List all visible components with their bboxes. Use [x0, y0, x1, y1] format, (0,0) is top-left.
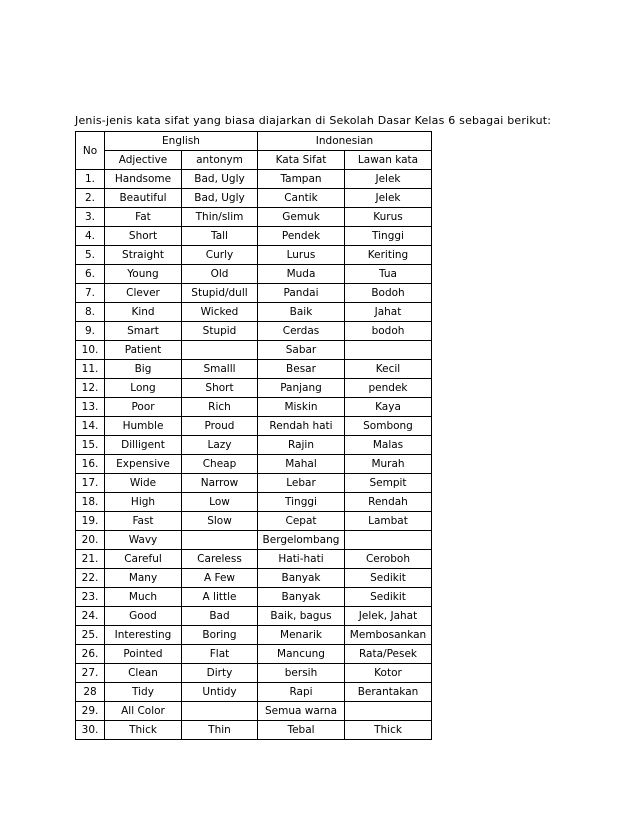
- adjective-cell: Many: [105, 569, 182, 588]
- adjective-cell: Dilligent: [105, 436, 182, 455]
- header-english: English: [105, 132, 258, 151]
- table-row: [76, 341, 432, 360]
- kata-sifat-cell: Banyak: [258, 588, 345, 607]
- lawan-kata-cell: Sombong: [345, 417, 432, 436]
- adjective-cell: Straight: [105, 246, 182, 265]
- kata-sifat-cell: Baik, bagus: [258, 607, 345, 626]
- adjective-cell: High: [105, 493, 182, 512]
- row-number: 6.: [76, 265, 105, 284]
- antonym-cell: Proud: [182, 417, 258, 436]
- table-row: [76, 265, 432, 284]
- table-row: [76, 170, 432, 189]
- adjective-cell: Thick: [105, 721, 182, 740]
- adjective-cell: Fast: [105, 512, 182, 531]
- kata-sifat-cell: Tinggi: [258, 493, 345, 512]
- table-row: [76, 284, 432, 303]
- row-number: 4.: [76, 227, 105, 246]
- lawan-kata-cell: Tinggi: [345, 227, 432, 246]
- table-row: [76, 721, 432, 740]
- lawan-kata-cell: Jahat: [345, 303, 432, 322]
- adjective-cell: Big: [105, 360, 182, 379]
- kata-sifat-cell: Lebar: [258, 474, 345, 493]
- antonym-cell: Bad: [182, 607, 258, 626]
- antonym-cell: Stupid: [182, 322, 258, 341]
- lawan-kata-cell: Berantakan: [345, 683, 432, 702]
- table-row: [76, 208, 432, 227]
- adjective-cell: Wavy: [105, 531, 182, 550]
- kata-sifat-cell: Pandai: [258, 284, 345, 303]
- antonym-cell: Lazy: [182, 436, 258, 455]
- antonym-cell: Careless: [182, 550, 258, 569]
- lawan-kata-cell: Membosankan: [345, 626, 432, 645]
- antonym-cell: Old: [182, 265, 258, 284]
- lawan-kata-cell: Kotor: [345, 664, 432, 683]
- table-row: [76, 455, 432, 474]
- row-number: 3.: [76, 208, 105, 227]
- antonym-cell: A Few: [182, 569, 258, 588]
- antonym-cell: A little: [182, 588, 258, 607]
- lawan-kata-cell: Kurus: [345, 208, 432, 227]
- adjective-cell: Expensive: [105, 455, 182, 474]
- row-number: 25.: [76, 626, 105, 645]
- row-number: 12.: [76, 379, 105, 398]
- row-number: 21.: [76, 550, 105, 569]
- kata-sifat-cell: Panjang: [258, 379, 345, 398]
- lawan-kata-cell: Rata/Pesek: [345, 645, 432, 664]
- antonym-cell: Short: [182, 379, 258, 398]
- adjective-cell: Long: [105, 379, 182, 398]
- antonym-cell: Smalll: [182, 360, 258, 379]
- kata-sifat-cell: Cepat: [258, 512, 345, 531]
- table-row: [76, 398, 432, 417]
- lawan-kata-cell: Jelek: [345, 189, 432, 208]
- row-number: 27.: [76, 664, 105, 683]
- table-row: [76, 512, 432, 531]
- row-number: 19.: [76, 512, 105, 531]
- kata-sifat-cell: Banyak: [258, 569, 345, 588]
- kata-sifat-cell: Semua warna: [258, 702, 345, 721]
- row-number: 29.: [76, 702, 105, 721]
- lawan-kata-cell: Kaya: [345, 398, 432, 417]
- table-row: [76, 683, 432, 702]
- kata-sifat-cell: Mancung: [258, 645, 345, 664]
- lawan-kata-cell: Sempit: [345, 474, 432, 493]
- adjective-cell: Good: [105, 607, 182, 626]
- table-row: [76, 531, 432, 550]
- antonym-cell: Curly: [182, 246, 258, 265]
- kata-sifat-cell: Hati-hati: [258, 550, 345, 569]
- adjective-cell: Patient: [105, 341, 182, 360]
- antonym-cell: [182, 702, 258, 721]
- lawan-kata-cell: Bodoh: [345, 284, 432, 303]
- adjective-cell: Kind: [105, 303, 182, 322]
- lawan-kata-cell: Thick: [345, 721, 432, 740]
- kata-sifat-cell: Cantik: [258, 189, 345, 208]
- table-row: [76, 550, 432, 569]
- kata-sifat-cell: Lurus: [258, 246, 345, 265]
- table-row: [76, 417, 432, 436]
- row-number: 23.: [76, 588, 105, 607]
- table-row: [76, 379, 432, 398]
- antonym-cell: [182, 531, 258, 550]
- lawan-kata-cell: Lambat: [345, 512, 432, 531]
- table-row: [76, 569, 432, 588]
- row-number: 18.: [76, 493, 105, 512]
- row-number: 26.: [76, 645, 105, 664]
- kata-sifat-cell: Mahal: [258, 455, 345, 474]
- antonym-cell: Narrow: [182, 474, 258, 493]
- adjective-cell: All Color: [105, 702, 182, 721]
- adjective-cell: Poor: [105, 398, 182, 417]
- table-row: [76, 360, 432, 379]
- antonym-cell: Dirty: [182, 664, 258, 683]
- table-row: [76, 607, 432, 626]
- lawan-kata-cell: [345, 531, 432, 550]
- table-row: [76, 227, 432, 246]
- adjective-table: [75, 131, 432, 740]
- row-number: 22.: [76, 569, 105, 588]
- row-number: 5.: [76, 246, 105, 265]
- kata-sifat-cell: Rendah hati: [258, 417, 345, 436]
- row-number: 1.: [76, 170, 105, 189]
- adjective-cell: Smart: [105, 322, 182, 341]
- header-adjective: Adjective: [105, 151, 182, 170]
- row-number: 7.: [76, 284, 105, 303]
- table-row: [76, 303, 432, 322]
- kata-sifat-cell: Bergelombang: [258, 531, 345, 550]
- kata-sifat-cell: Sabar: [258, 341, 345, 360]
- kata-sifat-cell: Tampan: [258, 170, 345, 189]
- row-number: 24.: [76, 607, 105, 626]
- kata-sifat-cell: Cerdas: [258, 322, 345, 341]
- antonym-cell: Tall: [182, 227, 258, 246]
- kata-sifat-cell: Pendek: [258, 227, 345, 246]
- adjective-cell: Pointed: [105, 645, 182, 664]
- kata-sifat-cell: Tebal: [258, 721, 345, 740]
- row-number: 8.: [76, 303, 105, 322]
- adjective-cell: Handsome: [105, 170, 182, 189]
- adjective-cell: Young: [105, 265, 182, 284]
- table-row: [76, 474, 432, 493]
- lawan-kata-cell: bodoh: [345, 322, 432, 341]
- lawan-kata-cell: Keriting: [345, 246, 432, 265]
- row-number: 28: [76, 683, 105, 702]
- header-no: No: [76, 132, 105, 170]
- antonym-cell: Stupid/dull: [182, 284, 258, 303]
- lawan-kata-cell: pendek: [345, 379, 432, 398]
- kata-sifat-cell: Besar: [258, 360, 345, 379]
- antonym-cell: Slow: [182, 512, 258, 531]
- header-kata-sifat: Kata Sifat: [258, 151, 345, 170]
- lawan-kata-cell: Rendah: [345, 493, 432, 512]
- adjective-cell: Short: [105, 227, 182, 246]
- table-row: [76, 702, 432, 721]
- table-row: [76, 493, 432, 512]
- antonym-cell: Rich: [182, 398, 258, 417]
- antonym-cell: Wicked: [182, 303, 258, 322]
- adjective-cell: Interesting: [105, 626, 182, 645]
- kata-sifat-cell: Gemuk: [258, 208, 345, 227]
- header-lawan-kata: Lawan kata: [345, 151, 432, 170]
- kata-sifat-cell: Menarik: [258, 626, 345, 645]
- header-indonesian: Indonesian: [258, 132, 432, 151]
- antonym-cell: Boring: [182, 626, 258, 645]
- row-number: 17.: [76, 474, 105, 493]
- kata-sifat-cell: Muda: [258, 265, 345, 284]
- row-number: 20.: [76, 531, 105, 550]
- kata-sifat-cell: Baik: [258, 303, 345, 322]
- antonym-cell: Low: [182, 493, 258, 512]
- table-row: [76, 322, 432, 341]
- row-number: 11.: [76, 360, 105, 379]
- adjective-cell: Humble: [105, 417, 182, 436]
- table-row: [76, 436, 432, 455]
- table-row: [76, 588, 432, 607]
- kata-sifat-cell: bersih: [258, 664, 345, 683]
- antonym-cell: Bad, Ugly: [182, 170, 258, 189]
- table-row: [76, 664, 432, 683]
- lawan-kata-cell: Jelek, Jahat: [345, 607, 432, 626]
- row-number: 14.: [76, 417, 105, 436]
- adjective-cell: Fat: [105, 208, 182, 227]
- kata-sifat-cell: Miskin: [258, 398, 345, 417]
- adjective-cell: Much: [105, 588, 182, 607]
- adjective-cell: Clever: [105, 284, 182, 303]
- row-number: 16.: [76, 455, 105, 474]
- antonym-cell: Thin: [182, 721, 258, 740]
- lawan-kata-cell: [345, 702, 432, 721]
- adjective-cell: Clean: [105, 664, 182, 683]
- antonym-cell: Thin/slim: [182, 208, 258, 227]
- antonym-cell: Untidy: [182, 683, 258, 702]
- antonym-cell: Bad, Ugly: [182, 189, 258, 208]
- table-row: [76, 189, 432, 208]
- lawan-kata-cell: Malas: [345, 436, 432, 455]
- lawan-kata-cell: Kecil: [345, 360, 432, 379]
- adjective-cell: Tidy: [105, 683, 182, 702]
- intro-text: Jenis-jenis kata sifat yang biasa diajarkan di Sekolah Dasar Kelas 6 sebagai berikut:: [75, 114, 552, 127]
- kata-sifat-cell: Rajin: [258, 436, 345, 455]
- table-row: [76, 626, 432, 645]
- kata-sifat-cell: Rapi: [258, 683, 345, 702]
- row-number: 30.: [76, 721, 105, 740]
- header-antonym: antonym: [182, 151, 258, 170]
- adjective-cell: Wide: [105, 474, 182, 493]
- lawan-kata-cell: Sedikit: [345, 569, 432, 588]
- adjective-cell: Beautiful: [105, 189, 182, 208]
- antonym-cell: [182, 341, 258, 360]
- table-row: [76, 246, 432, 265]
- lawan-kata-cell: [345, 341, 432, 360]
- lawan-kata-cell: Murah: [345, 455, 432, 474]
- row-number: 9.: [76, 322, 105, 341]
- antonym-cell: Flat: [182, 645, 258, 664]
- lawan-kata-cell: Tua: [345, 265, 432, 284]
- row-number: 15.: [76, 436, 105, 455]
- lawan-kata-cell: Ceroboh: [345, 550, 432, 569]
- table-body: [76, 170, 432, 740]
- lawan-kata-cell: Jelek: [345, 170, 432, 189]
- antonym-cell: Cheap: [182, 455, 258, 474]
- table-row: [76, 645, 432, 664]
- row-number: 10.: [76, 341, 105, 360]
- lawan-kata-cell: Sedikit: [345, 588, 432, 607]
- adjective-cell: Careful: [105, 550, 182, 569]
- row-number: 13.: [76, 398, 105, 417]
- row-number: 2.: [76, 189, 105, 208]
